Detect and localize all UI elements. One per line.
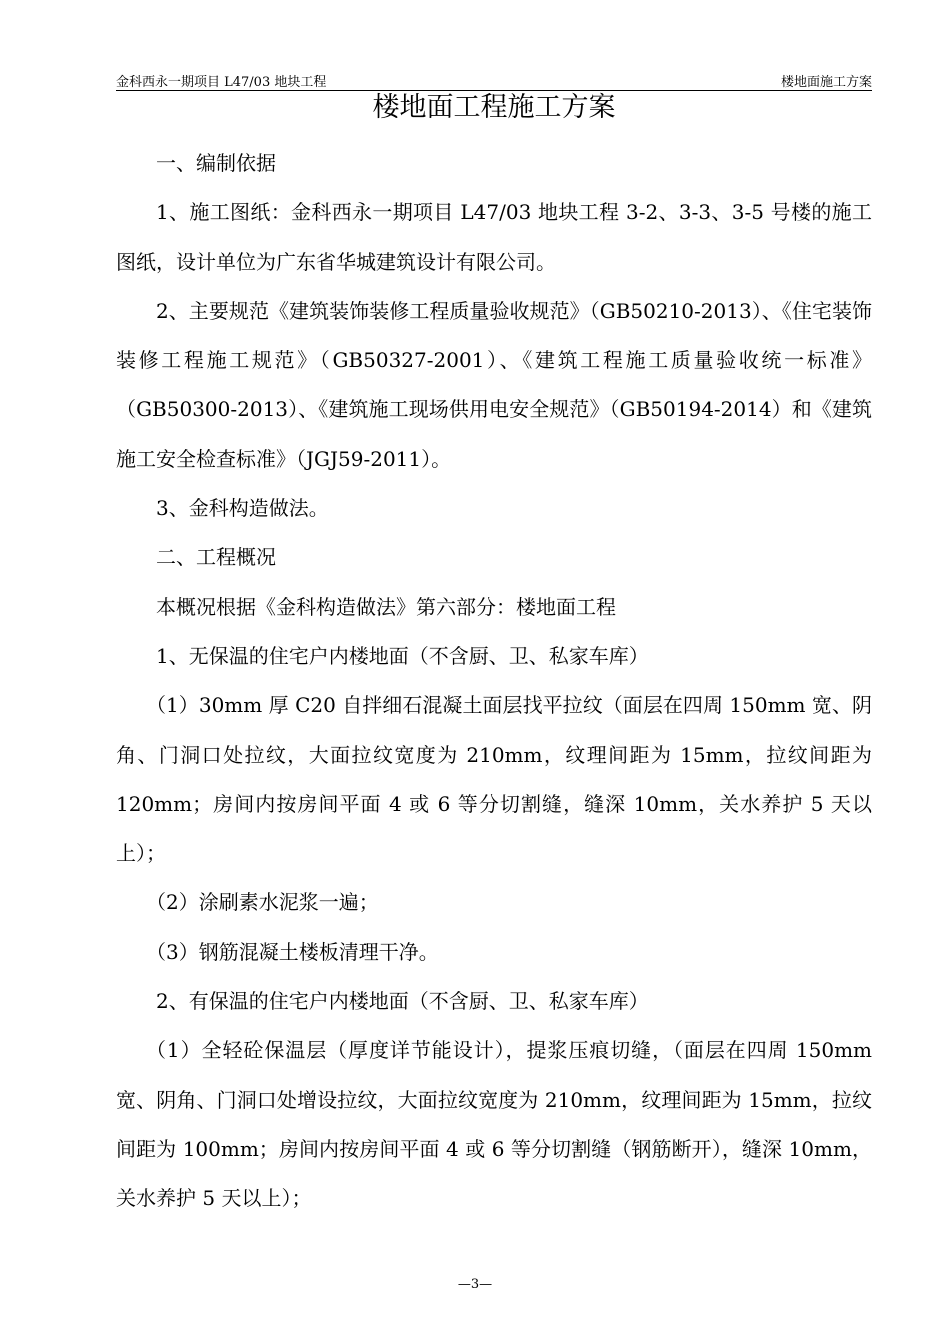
insulated-step-1: （1）全轻砼保温层（厚度详节能设计），提浆压痕切缝，（面层在四周 150mm 宽、阴角、门洞口处增设拉纹，大面拉纹宽度为 210mm，纹理间距为 15mm，拉纹间距为 100mm；房间内按房间平面 4 或 6 等分切割缝（钢筋断开），缝深 10mm，关水养护 5 天以上）； <box>116 1038 872 1211</box>
uninsulated-step-3: （3）钢筋混凝土楼板清理干净。 <box>146 939 439 964</box>
document-body <box>116 139 872 1224</box>
overview-item-uninsulated-floor: 1、无保温的住宅户内楼地面（不含厨、卫、私家车库） <box>156 643 649 668</box>
header-document-name: 楼地面施工方案 <box>780 75 872 90</box>
uninsulated-step-2: （2）涂刷素水泥浆一遍； <box>146 890 379 915</box>
basis-item-standards: 2、主要规范《建筑装饰装修工程质量验收规范》（GB50210-2013）、《住宅装饰装修工程施工规范》（GB50327-2001）、《建筑工程施工质量验收统一标准》（GB50300-2013）、《建筑施工现场供用电安全规范》（GB50194-2014）和《建筑施工安全检查标准》（JGJ59-2011）。 <box>116 298 872 471</box>
page-number: —3— <box>457 1277 493 1292</box>
overview-item-insulated-floor: 2、有保温的住宅户内楼地面（不含厨、卫、私家车库） <box>156 989 649 1014</box>
section-heading-overview: 二、工程概况 <box>156 545 276 570</box>
document-title: 楼地面工程施工方案 <box>372 92 616 123</box>
page-header <box>116 70 872 91</box>
section-heading-basis: 一、编制依据 <box>156 151 276 175</box>
uninsulated-step-1: （1）30mm 厚 C20 自拌细石混凝土面层找平拉纹（面层在四周 150mm 宽、阴角、门洞口处拉纹，大面拉纹宽度为 210mm，纹理间距为 15mm，拉纹间距为 120mm；房间内按房间平面 4 或 6 等分切割缝，缝深 10mm，关水养护 5 天以上）； <box>116 693 872 866</box>
overview-intro: 本概况根据《金科构造做法》第六部分：楼地面工程 <box>156 594 616 619</box>
basis-item-drawings: 1、施工图纸：金科西永一期项目 L47/03 地块工程 3-2、3-3、3-5 号楼的施工图纸，设计单位为广东省华城建筑设计有限公司。 <box>116 200 872 274</box>
header-project-name: 金科西永一期项目 L47/03 地块工程 <box>116 75 327 90</box>
basis-item-construction-methods: 3、金科构造做法。 <box>156 496 329 521</box>
